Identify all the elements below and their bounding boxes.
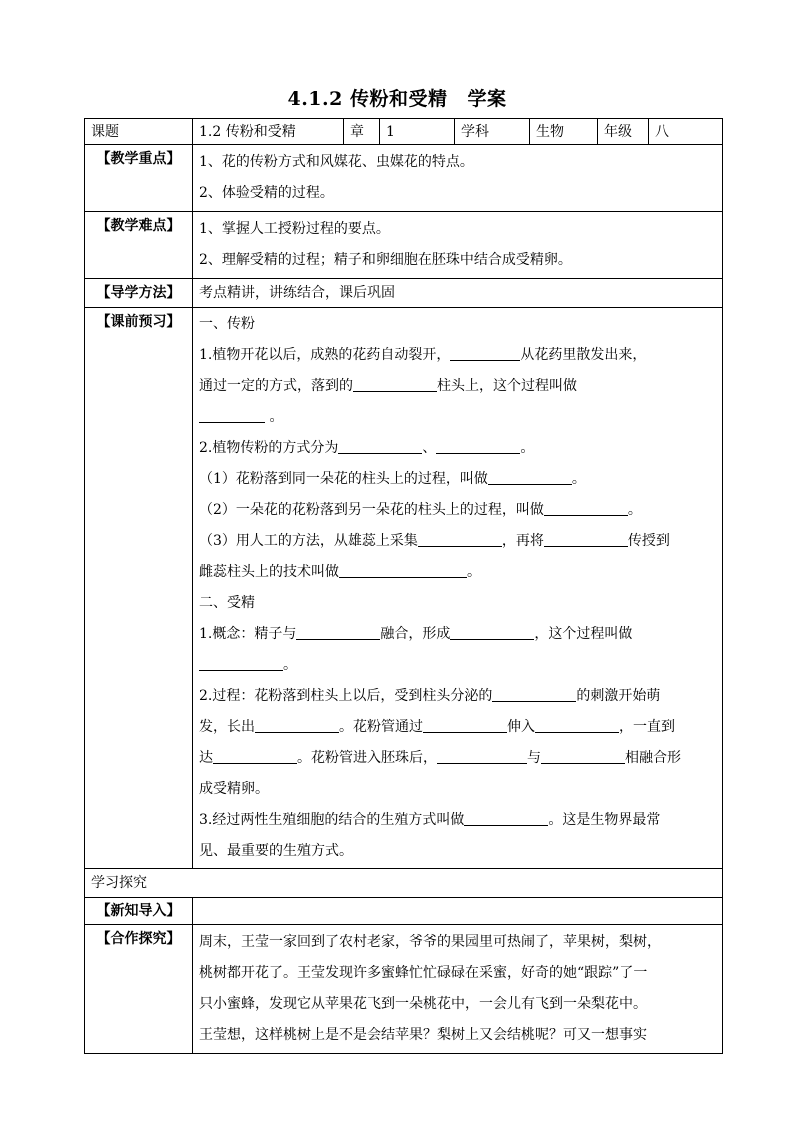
grade-value: 八: [649, 119, 723, 145]
process-line-2: 发，长出 。花粉管通过 伸入 ，一直到: [199, 712, 716, 743]
blank[interactable]: [436, 437, 520, 454]
section-pollination-heading: 一、传粉: [199, 316, 255, 332]
title-suffix: 学案: [467, 88, 507, 110]
process-line-3: 达 。花粉管进入胚珠后， 与 相融合形: [199, 743, 716, 774]
story-line: 周末，王莹一家回到了农村老家，爷爷的果园里可热闹了，苹果树，梨树，: [199, 934, 661, 950]
key-points-row: [85, 145, 723, 212]
reproduction-line-2: 见、最重要的生殖方式。: [199, 843, 353, 859]
new-intro-row: [85, 898, 723, 925]
topic-value: 1.2 传粉和受精: [193, 119, 344, 145]
process-line-1: 2.过程：花粉落到柱头上以后，受到柱头分泌的 的刺激开始萌: [199, 681, 716, 712]
story-line: 王莹想，这样桃树上是不是会结苹果？梨树上又会结桃呢？可又一想事实: [199, 1027, 647, 1043]
question-1-line-3: 。: [199, 402, 716, 433]
blank[interactable]: [213, 747, 297, 764]
question-2: 2.植物传粉的方式分为 、 。: [199, 433, 716, 464]
blank[interactable]: [353, 375, 437, 392]
difficulties-row: [85, 212, 723, 279]
chapter-label: 章: [344, 119, 380, 145]
reproduction-line-1: 3.经过两性生殖细胞的结合的生殖方式叫做 。这是生物界最常: [199, 805, 716, 836]
concept-line-2: 。: [199, 650, 716, 681]
blank[interactable]: [199, 654, 283, 671]
blank[interactable]: [492, 685, 576, 702]
question-2-3-line-2: 雌蕊柱头上的技术叫做 。: [199, 557, 716, 588]
question-2-2: （2）一朵花的花粉落到另一朵花的柱头上的过程，叫做 。: [199, 495, 716, 526]
subject-label: 学科: [455, 119, 530, 145]
page-title: [0, 84, 794, 111]
title-name: 传粉和受精: [349, 88, 448, 110]
method-text: 考点精讲，讲练结合，课后巩固: [193, 279, 723, 308]
process-line-4: 成受精卵。: [199, 781, 269, 797]
grade-label: 年级: [598, 119, 649, 145]
story-line: 桃树都开花了。王莹发现许多蜜蜂忙忙碌碌在采蜜，好奇的她“跟踪”了一: [199, 965, 648, 981]
blank[interactable]: [450, 344, 520, 361]
preview-row: [85, 308, 723, 869]
concept-line-1: 1.概念：精子与 融合，形成 ，这个过程叫做: [199, 619, 716, 650]
story-line: 只小蜜蜂，发现它从苹果花飞到一朵桃花中，一会儿有飞到一朵梨花中。: [199, 996, 647, 1012]
lesson-table: [84, 118, 723, 1054]
key-points-label: 【教学重点】: [85, 145, 193, 212]
question-2-1: （1）花粉落到同一朵花的柱头上的过程，叫做 。: [199, 464, 716, 495]
blank[interactable]: [544, 530, 628, 547]
new-intro-text: [193, 898, 723, 925]
blank[interactable]: [423, 716, 507, 733]
cooperate-label: 【合作探究】: [85, 925, 193, 1054]
blank[interactable]: [488, 468, 572, 485]
blank[interactable]: [437, 747, 527, 764]
blank[interactable]: [464, 809, 548, 826]
question-1-line-2: 通过一定的方式，落到的 柱头上，这个过程叫做: [199, 371, 716, 402]
preview-content: [193, 308, 723, 869]
section-fertilization-heading: 二、受精: [199, 595, 255, 611]
blank[interactable]: [535, 716, 619, 733]
difficulties-label: 【教学难点】: [85, 212, 193, 279]
explore-label: 学习探究: [85, 869, 723, 898]
blank[interactable]: [255, 716, 339, 733]
question-2-3-line-1: （3）用人工的方法，从雄蕊上采集 ，再将 传授到: [199, 526, 716, 557]
question-1-line-1: 1.植物开花以后，成熟的花药自动裂开， 从花药里散发出来，: [199, 340, 716, 371]
blank[interactable]: [338, 437, 422, 454]
blank[interactable]: [541, 747, 625, 764]
blank[interactable]: [544, 499, 628, 516]
cooperate-content: [193, 925, 723, 1054]
key-point-1: 1、花的传粉方式和风媒花、虫媒花的特点。: [199, 154, 474, 170]
header-row: [85, 119, 723, 145]
topic-label: 课题: [85, 119, 193, 145]
preview-label: 【课前预习】: [85, 308, 193, 869]
method-label: 【导学方法】: [85, 279, 193, 308]
difficulty-1: 1、掌握人工授粉过程的要点。: [199, 221, 390, 237]
chapter-value: 1: [380, 119, 455, 145]
blank[interactable]: [339, 561, 467, 578]
difficulty-2: 2、理解受精的过程；精子和卵细胞在胚珠中结合成受精卵。: [199, 252, 572, 268]
blank[interactable]: [296, 623, 380, 640]
new-intro-label: 【新知导入】: [85, 898, 193, 925]
explore-row: [85, 869, 723, 898]
cooperate-row: [85, 925, 723, 1054]
method-row: [85, 279, 723, 308]
blank[interactable]: [418, 530, 502, 547]
subject-value: 生物: [530, 119, 598, 145]
key-point-2: 2、体验受精的过程。: [199, 185, 334, 201]
blank[interactable]: [450, 623, 534, 640]
title-code: 4.1.2: [287, 88, 343, 110]
blank[interactable]: [199, 406, 265, 423]
